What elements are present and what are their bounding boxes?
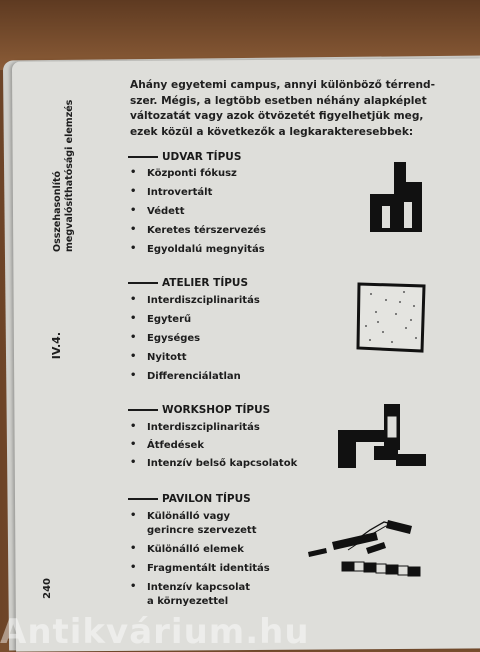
atelier-type-diagram [356, 282, 426, 354]
bullet: • [130, 370, 137, 381]
list-item [130, 167, 266, 186]
heading-rule [128, 156, 158, 157]
list-item-text: Nyitott [147, 352, 187, 363]
list-item [130, 313, 260, 332]
side-title-line-1: Összehasonlító [52, 170, 63, 252]
list-item-text: Központi fókusz [147, 168, 237, 179]
heading-rule [128, 498, 158, 499]
bullet: • [130, 205, 137, 216]
intro-line: változatát vagy azok ötvözetét figyelhetjük meg, [130, 110, 424, 122]
list-item [130, 439, 297, 457]
section-heading-pavilon [128, 493, 251, 505]
list-item-text: Intenzív kapcsolat a környezettel [147, 582, 251, 607]
udvar-feature-list [130, 167, 266, 262]
section-heading-text: ATELIER TÍPUS [162, 277, 249, 289]
list-item [130, 205, 266, 224]
intro-paragraph [130, 78, 435, 140]
list-item-text: Egységes [147, 333, 201, 344]
side-chapter-title [52, 72, 76, 252]
bullet: • [130, 351, 137, 362]
section-heading-atelier [128, 277, 248, 289]
list-item-text: Különálló vagy gerincre szervezett [147, 511, 257, 536]
intro-line: ezek közül a következők a legkarakteresebbek: [130, 125, 414, 138]
section-heading-text: PAVILON TÍPUS [162, 493, 251, 505]
intro-line: Ahány egyetemi campus, annyi különböző térrend- [130, 79, 435, 91]
list-item-text: Védett [147, 206, 185, 217]
bullet: • [130, 313, 137, 324]
section-heading-workshop [128, 404, 270, 416]
bullet: • [130, 562, 137, 573]
list-item-text: Egyterű [147, 314, 192, 325]
list-item [130, 332, 260, 351]
page-number: 240 [42, 578, 53, 599]
list-item-text: Intenzív belső kapcsolatok [147, 458, 298, 469]
list-item [130, 351, 260, 370]
bullet: • [130, 224, 137, 235]
pavilon-type-diagram [304, 518, 426, 584]
watermark-text: Antikvárium.hu [0, 612, 310, 652]
bullet: • [130, 294, 137, 305]
list-item-text: Introvertált [147, 187, 213, 198]
intro-line: szer. Mégis, a legtöbb esetben néhány alapképlet [130, 94, 427, 107]
list-item [130, 186, 266, 205]
list-item [130, 224, 266, 243]
list-item-text: Interdiszciplinaritás [147, 295, 260, 306]
atelier-feature-list [130, 294, 260, 389]
heading-rule [128, 282, 158, 283]
list-item [130, 243, 266, 262]
bullet: • [130, 457, 137, 468]
list-item [130, 294, 260, 313]
bullet: • [130, 510, 137, 521]
list-item-text: Differenciálatlan [147, 371, 241, 382]
bullet: • [130, 543, 137, 554]
workshop-type-diagram [336, 402, 428, 470]
list-item [130, 510, 270, 543]
bullet: • [130, 186, 137, 197]
list-item-text: Egyoldalú megnyitás [147, 244, 265, 255]
side-title-line-2: megvalósíthatósági elemzés [64, 99, 75, 252]
section-heading-text: WORKSHOP TÍPUS [162, 404, 271, 416]
section-heading-text: UDVAR TÍPUS [162, 151, 242, 163]
workshop-feature-list [130, 421, 297, 475]
heading-rule [128, 409, 158, 410]
section-heading-udvar [128, 151, 241, 163]
bullet: • [130, 243, 137, 254]
bullet: • [130, 421, 137, 432]
list-item [130, 543, 270, 562]
pavilon-feature-list [130, 510, 270, 613]
chapter-number: IV.4. [50, 332, 63, 360]
bullet: • [130, 167, 137, 178]
list-item-text: Keretes térszervezés [147, 225, 266, 236]
bullet: • [130, 439, 137, 450]
list-item [130, 581, 270, 613]
list-item [130, 457, 297, 475]
list-item [130, 421, 297, 439]
list-item-text: Fragmentált identitás [147, 563, 270, 574]
list-item-text: Különálló elemek [147, 544, 244, 555]
list-item-text: Interdiszciplinaritás [147, 422, 260, 433]
bullet: • [130, 581, 137, 592]
list-item [130, 370, 260, 389]
bullet: • [130, 332, 137, 343]
list-item-text: Átfedések [147, 440, 204, 451]
udvar-type-diagram [368, 160, 426, 236]
list-item [130, 562, 270, 581]
